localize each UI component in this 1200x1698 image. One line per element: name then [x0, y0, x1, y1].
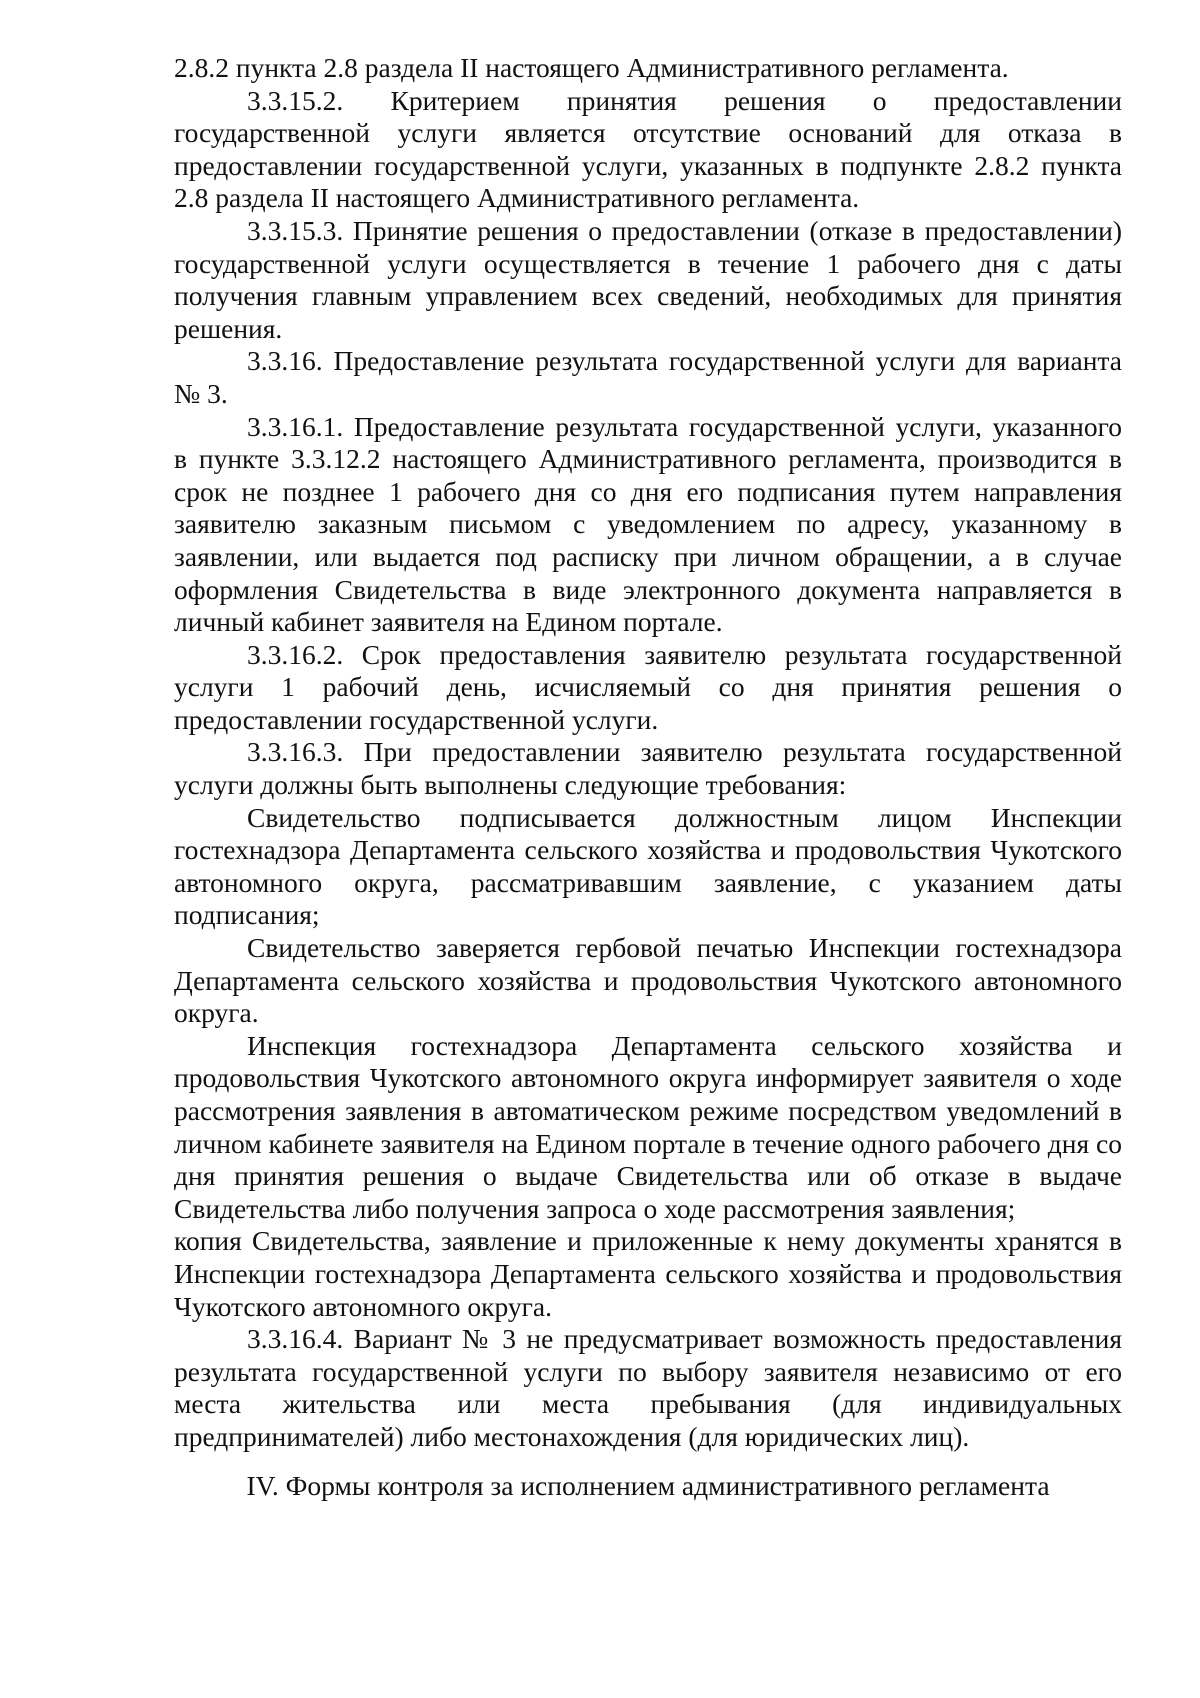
section-heading: IV. Формы контроля за исполнением административного регламента [246, 1469, 1050, 1501]
paragraph-requirement-seal: Свидетельство заверяется гербовой печатью Инспекции гостехнадзора Департамента сельского хозяйства и продовольствия Чукотского автономного округа. [174, 932, 1122, 1029]
paragraph-3-3-15-3: 3.3.15.3. Принятие решения о предоставлении (отказе в предоставлении) государственной услуги осуществляется в течение 1 рабочего дня с даты получения главным управлением всех сведений, необходимых для принятия решения. [174, 214, 1122, 344]
paragraph-requirement-notification: Инспекция гостехнадзора Департамента сельского хозяйства и продовольствия Чукотского автономного округа информирует заявителя о ходе рассмотрения заявления в автоматическом режиме посредством уведомлений в личном кабинете заявителя на Едином портале в течение одного рабочего дня со дня принятия решения о выдаче Свидетельства или об отказе в выдаче Свидетельства либо получения запроса о ходе рассмотрения заявления; [174, 1029, 1122, 1224]
paragraph-requirement-signature: Свидетельство подписывается должностным лицом Инспекции гостехнадзора Департамента сельского хозяйства и продовольствия Чукотского автономного округа, рассматривавшим заявление, с указанием даты подписания; [174, 801, 1122, 931]
document-page [174, 52, 1122, 1502]
paragraph-3-3-16-2: 3.3.16.2. Срок предоставления заявителю результата государственной услуги 1 рабочий день, исчисляемый со дня принятия решения о предоставлении государственной услуги. [174, 638, 1122, 735]
paragraph-requirement-storage: копия Свидетельства, заявление и приложенные к нему документы хранятся в Инспекции гостехнадзора Департамента сельского хозяйства и продовольствия Чукотского автономного округа. [174, 1225, 1122, 1322]
paragraph-3-3-16-1: 3.3.16.1. Предоставление результата государственной услуги, указанного в пункте 3.3.12.2 настоящего Административного регламента, производится в срок не позднее 1 рабочего дня со дня его подписания путем направления заявителю заказным письмом с уведомлением по адресу, указанному в заявлении, или выдается под расписку при личном обращении, а в случае оформления Свидетельства в виде электронного документа направляется в личный кабинет заявителя на Едином портале. [174, 410, 1122, 638]
paragraph-3-3-16-4: 3.3.16.4. Вариант № 3 не предусматривает возможность предоставления результата государственной услуги по выбору заявителя независимо от его места жительства или места пребывания (для индивидуальных предпринимателей) либо местонахождения (для юридических лиц). [174, 1323, 1122, 1452]
paragraph-3-3-16-3: 3.3.16.3. При предоставлении заявителю результата государственной услуги должны быть выполнены следующие требования: [174, 736, 1122, 801]
paragraph-continuation: 2.8.2 пункта 2.8 раздела II настоящего Административного регламента. [174, 52, 1009, 83]
paragraph-3-3-15-2: 3.3.15.2. Критерием принятия решения о предоставлении государственной услуги является отсутствие оснований для отказа в предоставлении государственной услуги, указанных в подпункте 2.8.2 пункта 2.8 раздела II настоящего Административного регламента. [174, 84, 1122, 214]
paragraph-3-3-16: 3.3.16. Предоставление результата государственной услуги для варианта № 3. [174, 345, 1122, 409]
